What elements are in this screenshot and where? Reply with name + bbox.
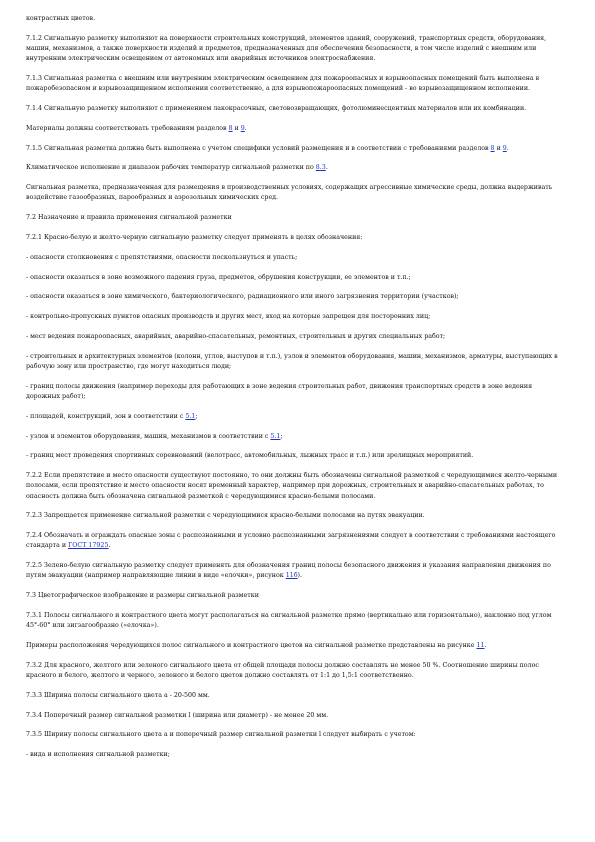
paragraph-text: 7.1.2 Сигнальную разметку выполняют на поверхности строительных конструкций, элементов зданий, сооружений, транспортных средств, оборудования, машин, механизмов, а также поверхности изделий и предметов, предназначенных для обеспечения безопасности, в том числе изделий с внешним или внутренним электрическим освещением от автономных или аварийных источников электроснабжения. bbox=[26, 34, 547, 63]
paragraph-text: ; bbox=[280, 432, 283, 440]
cross-reference-link[interactable]: 11 bbox=[476, 641, 485, 649]
paragraph bbox=[26, 382, 565, 402]
paragraph-text: . bbox=[506, 144, 509, 152]
paragraph bbox=[26, 661, 565, 681]
paragraph-text: 7.3.4 Поперечный размер сигнальной разметки l (ширина или диаметр) - не менее 20 мм. bbox=[26, 711, 329, 719]
cross-reference-link[interactable]: 9 bbox=[502, 144, 507, 152]
paragraph bbox=[26, 312, 565, 322]
paragraph-text: - строительных и архитектурных элементов (колонн, углов, выступов и т.п.), узлов и элементов оборудования, машин, механизмов, арматуры, выступающих в рабочую зону или пространство, где могут находиться люди; bbox=[26, 352, 558, 370]
paragraph-text: - опасности столкновения с препятствиями, опасности поскользнуться и упасть; bbox=[26, 253, 298, 261]
paragraph bbox=[26, 292, 565, 302]
paragraph-text: - мест ведения пожароопасных, аварийных, аварийно-спасательных, ремонтных, строительных и других специальных работ; bbox=[26, 332, 446, 340]
paragraph bbox=[26, 144, 565, 154]
paragraph bbox=[26, 471, 565, 502]
paragraph bbox=[26, 711, 565, 721]
paragraph-text: 7.3.5 Ширину полосы сигнального цвета a и поперечный размер сигнальной разметки l следует выбирать с учетом: bbox=[26, 731, 416, 739]
paragraph-text: 7.1.5 Сигнальная разметка должна быть выполнена с учетом специфики условий размещения и в соответствии с требованиями разделов bbox=[26, 144, 491, 152]
paragraph bbox=[26, 531, 565, 551]
cross-reference-link[interactable]: 11б bbox=[285, 572, 298, 580]
paragraph-text: 7.3.3 Ширина полосы сигнального цвета a - 20-500 мм. bbox=[26, 691, 210, 699]
cross-reference-link[interactable]: 5.1 bbox=[270, 432, 281, 440]
cross-reference-link[interactable]: 8 bbox=[490, 144, 495, 152]
paragraph-text: 7.1.4 Сигнальную разметку выполняют с применением лакокрасочных, световозвращающих, фотолюминесцентных материалов или их комбинации. bbox=[26, 105, 527, 112]
paragraph bbox=[26, 611, 565, 631]
paragraph bbox=[26, 412, 565, 422]
paragraph-text: ). bbox=[297, 572, 302, 580]
paragraph bbox=[26, 14, 565, 24]
paragraph-text: и bbox=[494, 144, 503, 152]
paragraph-text: - контрольно-пропускных пунктов опасных производств и других мест, вход на которые запрещен для посторонних лиц; bbox=[26, 313, 431, 321]
paragraph-text: и bbox=[232, 124, 241, 132]
paragraph-text: - вида и исполнения сигнальной разметки; bbox=[26, 751, 170, 759]
paragraph-text: . bbox=[244, 124, 247, 132]
paragraph bbox=[26, 352, 565, 372]
paragraph-text: 7.2.2 Если препятствие и место опасности существуют постоянно, то они должны быть обозначены сигнальной разметкой с чередующимися желто-черными полосами, если препятствие и место опасности носят временный характер, например при дорожных, строительных и аварийно-спасательных работах, то опасность должна быть обозначена сигнальной разметкой с чередующимися красно-белыми полосами. bbox=[26, 472, 558, 500]
paragraph-text: Материалы должны соответствовать требованиям разделов bbox=[26, 124, 229, 132]
paragraph bbox=[26, 730, 565, 740]
paragraph-text: - узлов и элементов оборудования, машин, механизмов в соответствии с bbox=[26, 432, 271, 440]
paragraph bbox=[26, 183, 565, 203]
paragraph bbox=[26, 332, 565, 342]
paragraph bbox=[26, 104, 565, 114]
paragraph bbox=[26, 273, 565, 283]
cross-reference-link[interactable]: 8.3 bbox=[315, 164, 326, 172]
paragraph-text: - опасности оказаться в зоне возможного падения груза, предметов, обрушения конструкции, ее элементов и т.п.; bbox=[26, 273, 411, 281]
cross-reference-link[interactable]: ГОСТ 17925 bbox=[68, 542, 109, 550]
cross-reference-link[interactable]: 8 bbox=[228, 124, 233, 132]
paragraph-text: - границ мест проведения спортивных соревнований (велотрасс, автомобильных, лыжных трасс и т.п.) или зрелищных мероприятий. bbox=[26, 452, 474, 460]
paragraph-text: Сигнальная разметка, предназначенная для размещения в производственных условиях, содержащих агрессивные химические среды, должна выдерживать воздействие газообразных, парообразных и аэрозольных химических сред. bbox=[26, 184, 553, 202]
paragraph-text: 7.3.2 Для красного, желтого или зеленого сигнального цвета от общей площади полосы должно составлять не менее 50 %. Соотношение ширины полос красного и белого, желтого и черного, зеленого и белого цветов должно составлять от 1:1 до 1,5:1 соответственно. bbox=[26, 661, 539, 679]
paragraph-text: 7.3.1 Полосы сигнального и контрастного цвета могут располагаться на сигнальной разметке прямо (вертикально или горизонтально), наклонно под углом 45°-60° или зигзагообразно («елочка»). bbox=[26, 611, 552, 630]
paragraph-text: 7.2.5 Зелено-белую сигнальную разметку следует применять для обозначения границ полосы безопасного движения и указания направления движения по путям эвакуации (например направляющие линии в виде «елочки», рисунок bbox=[26, 562, 551, 580]
cross-reference-link[interactable]: 5.1 bbox=[185, 412, 196, 420]
cross-reference-link[interactable]: 9 bbox=[240, 124, 245, 132]
paragraph bbox=[26, 233, 565, 243]
paragraph-text: - границ полосы движения (например переходы для работающих в зоне ведения строительных работ, движения транспортных средств в зоне ведения дорожных работ); bbox=[26, 382, 533, 400]
paragraph bbox=[26, 432, 565, 442]
paragraph-text: . bbox=[484, 641, 487, 649]
paragraph-text: 7.2.4 Обозначать и ограждать опасные зоны с распознанными и условно распознанными загрязнениями следует в соответствии с требованиями настоящего стандарта и bbox=[26, 532, 556, 550]
paragraph-text: Примеры расположения чередующихся полос сигнального и контрастного цветов на сигнальной разметке представлены на рисунке bbox=[26, 641, 477, 649]
paragraph bbox=[26, 34, 565, 65]
paragraph bbox=[26, 641, 565, 651]
paragraph-text: . bbox=[325, 164, 328, 172]
paragraph bbox=[26, 691, 565, 701]
paragraph bbox=[26, 74, 565, 94]
paragraph bbox=[26, 451, 565, 461]
paragraph-text: 7.3 Цветографическое изображение и размеры сигнальной разметки bbox=[26, 592, 259, 600]
paragraph-text: 7.2 Назначение и правила применения сигнальной разметки bbox=[26, 214, 232, 222]
paragraph-text: 7.2.3 Запрещается применение сигнальной разметки с чередующимися красно-белыми полосами на путях эвакуации. bbox=[26, 512, 425, 520]
paragraph bbox=[26, 213, 565, 223]
paragraph bbox=[26, 561, 565, 581]
paragraph-text: 7.1.3 Сигнальная разметка с внешним или внутренним электрическим освещением для пожароопасных и взрывоопасных помещений быть выполнена в пожаробезопасном и взрывозащищенном исполнении соответственно, а для взрывопожароопасных помещений - во взрывозащищенном исполнении. bbox=[26, 75, 540, 93]
paragraph bbox=[26, 253, 565, 263]
paragraph bbox=[26, 750, 565, 760]
paragraph-text: контрастных цветов. bbox=[26, 15, 96, 22]
paragraph bbox=[26, 591, 565, 601]
paragraph-text: . bbox=[108, 542, 111, 550]
paragraph bbox=[26, 511, 565, 521]
paragraph bbox=[26, 124, 565, 134]
paragraph-text: ; bbox=[195, 412, 198, 420]
paragraph-text: - площадей, конструкций, зон в соответствии с bbox=[26, 412, 186, 420]
paragraph-text: - опасности оказаться в зоне химического, бактериологического, радиационного или иного загрязнения территории (участков); bbox=[26, 293, 459, 301]
paragraph-text: Климатическое исполнение и диапазон рабочих температур сигнальной разметки по bbox=[26, 164, 316, 172]
paragraph bbox=[26, 163, 565, 173]
paragraph-text: 7.2.1 Красно-белую и желто-черную сигнальную разметку следует применять в целях обозначения: bbox=[26, 233, 363, 241]
document-body bbox=[26, 14, 565, 760]
